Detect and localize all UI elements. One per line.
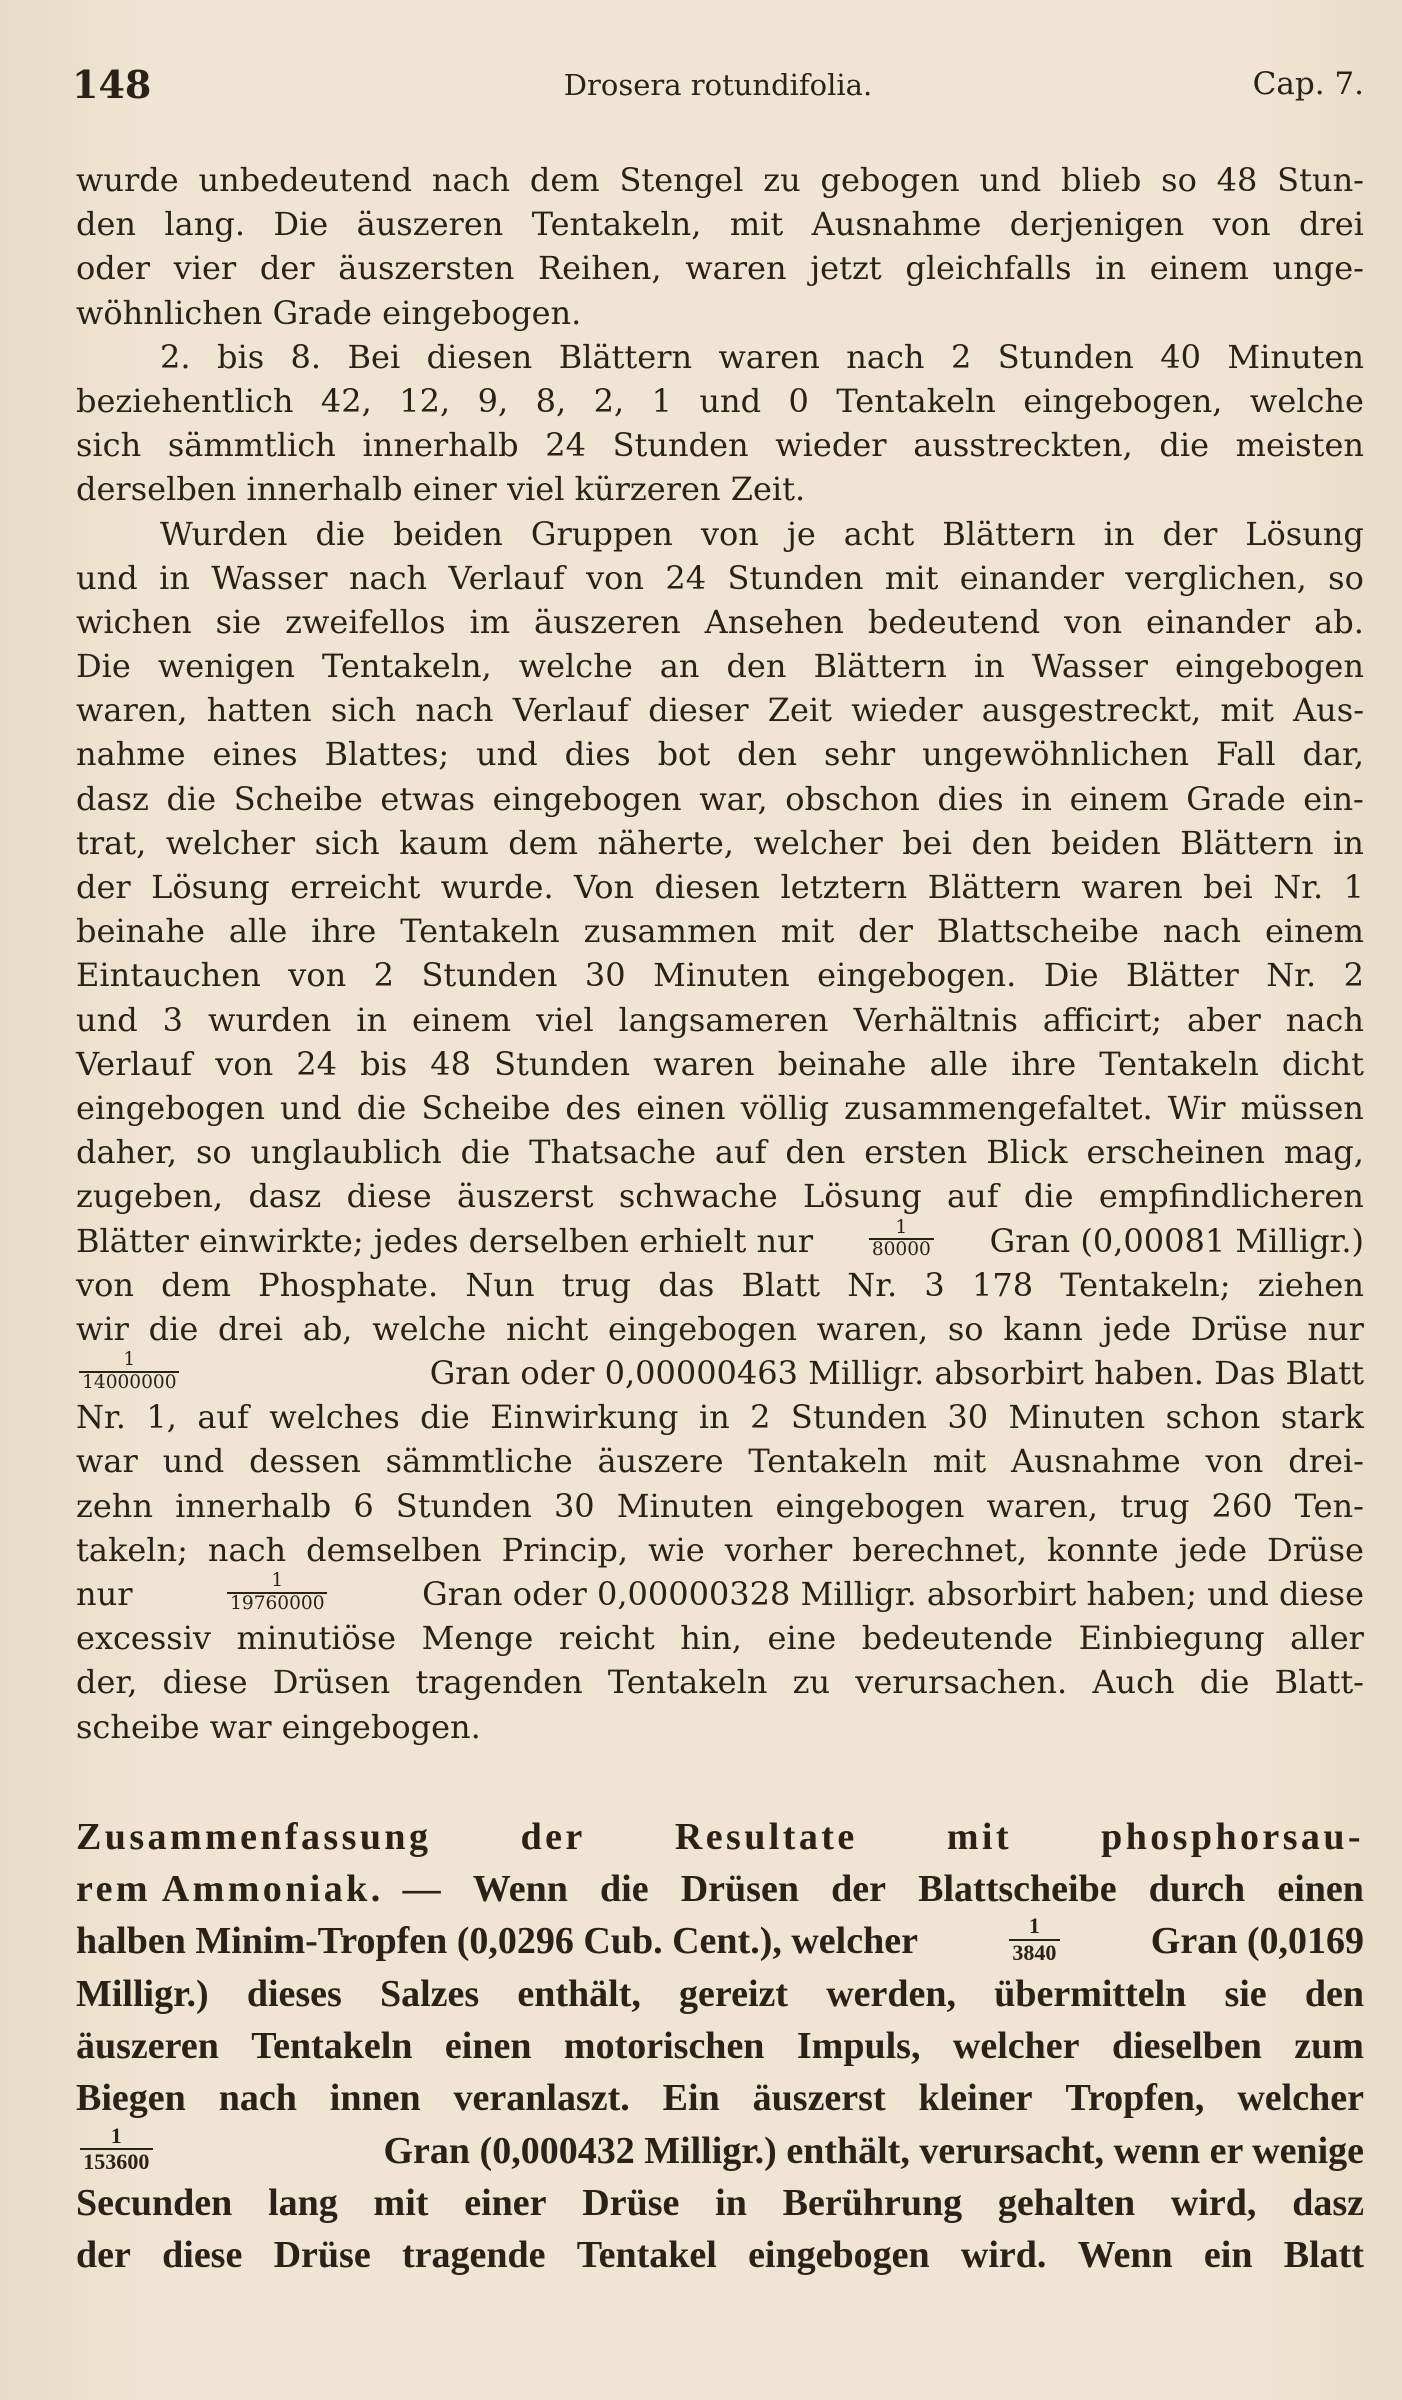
line-segment: nur: [76, 1575, 133, 1613]
text-line: [76, 1216, 1364, 1263]
summary-heading: rem Ammoniak.: [76, 1868, 384, 1911]
line-text: wurde unbedeutend nach dem Stengel zu gebogen und blieb so 48 Stun-: [76, 161, 1364, 199]
line-text: excessiv minutiöse Menge reicht hin, eine bedeutende Einbiegung aller: [76, 1619, 1364, 1658]
line-segment: Blätter einwirkte; jedes derselben erhielt nur: [76, 1221, 813, 1260]
fraction: $\frac{1}{153600}$: [80, 2125, 153, 2177]
text-line: [76, 1174, 1364, 1218]
text-line: [76, 291, 1364, 335]
text-line: [76, 1484, 1364, 1528]
summary-section: [76, 1811, 1364, 2282]
text-line: [76, 512, 1364, 556]
line-text: Nr. 1, auf welches die Einwirkung in 2 Stunden 30 Minuten schon stark: [76, 1398, 1364, 1437]
text-line: [76, 556, 1364, 600]
text-line: [76, 246, 1364, 290]
line-text: eingebogen und die Scheibe des einen völlig zusammengefaltet. Wir müssen: [76, 1088, 1364, 1127]
line-text: und 3 wurden in einem viel langsameren Verhältnis afficirt; aber nach: [76, 1000, 1364, 1039]
text-line: [76, 998, 1364, 1042]
text-line: [76, 1616, 1364, 1660]
line-text: nahme eines Blattes; und dies bot den sehr ungewöhnlichen Fall dar,: [76, 735, 1364, 774]
text-line: [76, 423, 1364, 467]
line-text: Milligr.) dieses Salzes enthält, gereizt werden, übermitteln sie den: [76, 1972, 1364, 2015]
line-text: der, diese Drüsen tragenden Tentakeln zu verursachen. Auch die Blatt-: [76, 1663, 1364, 1702]
line-segment: halben Minim-Tropfen (0,0296 Cub. Cent.), welcher: [76, 1920, 918, 1963]
summary-line: [76, 2177, 1364, 2229]
line-text: wöhnlichen Grade eingebogen.: [76, 293, 582, 332]
line-text: Biegen nach innen veranlaszt. Ein äuszerst kleiner Tropfen, welcher: [76, 2077, 1364, 2120]
text-line: [76, 1528, 1364, 1572]
text-line: [76, 1660, 1364, 1704]
line-text: Verlauf von 24 bis 48 Stunden waren beinahe alle ihre Tentakeln dicht: [76, 1044, 1364, 1083]
line-text: beinahe alle ihre Tentakeln zusammen mit der Blattscheibe nach einem: [76, 912, 1364, 951]
text-line: [76, 202, 1364, 246]
line-text: sich sämmtlich innerhalb 24 Stunden wieder ausstreckten, die meisten: [76, 426, 1364, 465]
fraction: $\frac{1}{80000}$: [869, 1219, 934, 1263]
paragraph-block: [76, 158, 1364, 1219]
line-text: von dem Phosphate. Nun trug das Blatt Nr. 3 178 Tentakeln; ziehen: [76, 1265, 1364, 1304]
line-segment: — Wenn die Drüsen der Blattscheibe durch einen: [402, 1868, 1364, 1911]
summary-line: [76, 1811, 1364, 1863]
line-text: den lang. Die äuszeren Tentakeln, mit Ausnahme derjenigen von drei: [76, 205, 1364, 244]
line-text: oder vier der äuszersten Reihen, waren jetzt gleichfalls in einem unge-: [76, 249, 1364, 288]
text-line: [76, 1263, 1364, 1307]
text-line: [76, 1439, 1364, 1483]
summary-line: [76, 2072, 1364, 2124]
summary-line: [76, 2229, 1364, 2281]
line-text: derselben innerhalb einer viel kürzeren Zeit.: [76, 470, 806, 509]
summary-line: [76, 1968, 1364, 2020]
text-line: [76, 1351, 1364, 1395]
line-segment: Gran oder 0,00000463 Milligr. absorbirt haben. Das Blatt: [429, 1354, 1364, 1393]
text-line: [76, 1042, 1364, 1086]
text-line: [76, 777, 1364, 821]
text-line: [76, 1307, 1364, 1351]
text-line: [76, 158, 1364, 202]
line-text: äuszeren Tentakeln einen motorischen Impuls, welcher dieselben zum: [76, 2024, 1364, 2067]
text-line: [76, 335, 1364, 379]
text-line: [76, 1572, 1364, 1616]
text-line: [76, 821, 1364, 865]
line-text: und in Wasser nach Verlauf von 24 Stunden mit einander verglichen, so: [76, 558, 1364, 597]
text-line: [76, 600, 1364, 644]
text-line: [76, 688, 1364, 732]
paragraph-block: [76, 1395, 1364, 1572]
text-line: [76, 953, 1364, 997]
text-line: [76, 1130, 1364, 1174]
text-line: [76, 909, 1364, 953]
line-text: zehn innerhalb 6 Stunden 30 Minuten eingebogen waren, trug 260 Ten-: [76, 1486, 1364, 1525]
line-text: war und dessen sämmtliche äuszere Tentakeln mit Ausnahme von drei-: [76, 1442, 1364, 1481]
line-text: Secunden lang mit einer Drüse in Berührung gehalten wird, dasz: [76, 2181, 1364, 2224]
summary-line: [76, 1915, 1364, 1967]
summary-line: [76, 2020, 1364, 2072]
line-text: Eintauchen von 2 Stunden 30 Minuten eingebogen. Die Blätter Nr. 2: [76, 956, 1364, 995]
line-segment: Gran (0,0169: [1150, 1920, 1364, 1963]
summary-heading: Zusammenfassung der Resultate mit phosphorsau-: [76, 1815, 1364, 1858]
text-line: [76, 379, 1364, 423]
line-text: scheibe war eingebogen.: [76, 1707, 481, 1746]
line-text: der diese Drüse tragende Tentakel eingebogen wird. Wenn ein Blatt: [76, 2234, 1364, 2277]
line-text: zugeben, dasz diese äuszerst schwache Lösung auf die empfindlicheren: [76, 1177, 1364, 1216]
line-text: trat, welcher sich kaum dem näherte, welcher bei den beiden Blättern in: [76, 823, 1364, 862]
text-line: [76, 644, 1364, 688]
page-header: [72, 62, 1364, 122]
line-text: 2. bis 8. Bei diesen Blättern waren nach 2 Stunden 40 Minuten: [160, 337, 1364, 376]
line-text: wir die drei ab, welche nicht eingebogen waren, so kann jede Drüse nur: [76, 1309, 1364, 1348]
fraction: $\frac{1}{14000000}$: [79, 1351, 179, 1395]
text-line: [76, 1395, 1364, 1439]
line-text: der Lösung erreicht wurde. Von diesen letztern Blättern waren bei Nr. 1: [76, 868, 1364, 906]
line-text: waren, hatten sich nach Verlauf dieser Zeit wieder ausgestreckt, mit Aus-: [76, 691, 1364, 730]
fraction: $\frac{1}{19760000}$: [227, 1572, 327, 1616]
page-number: 148: [72, 62, 152, 107]
line-text: Wurden die beiden Gruppen von je acht Blättern in der Lösung: [160, 514, 1364, 553]
main-text: [76, 158, 1364, 2281]
chapter-label: Cap. 7.: [1252, 66, 1364, 102]
fraction: $\frac{1}{3840}$: [1009, 1915, 1060, 1967]
paragraph-block: [76, 1616, 1364, 1749]
line-segment: Gran (0,000432 Milligr.) enthält, verursacht, wenn er wenige: [383, 2129, 1364, 2172]
line-text: daher, so unglaublich die Thatsache auf den ersten Blick erscheinen mag,: [76, 1133, 1364, 1172]
text-line: [76, 732, 1364, 776]
line-segment: Gran oder 0,00000328 Milligr. absorbirt haben; und diese: [422, 1575, 1364, 1613]
summary-line: [76, 2122, 1364, 2177]
summary-line: [76, 1863, 1364, 1915]
text-line: [76, 467, 1364, 511]
text-line: [76, 865, 1364, 909]
text-line: [76, 1705, 1364, 1749]
line-text: dasz die Scheibe etwas eingebogen war, obschon dies in einem Grade ein-: [76, 779, 1364, 818]
line-segment: Gran (0,00081 Milligr.): [989, 1221, 1364, 1260]
line-text: beziehentlich 42, 12, 9, 8, 2, 1 und 0 Tentakeln eingebogen, welche: [76, 381, 1364, 420]
line-text: Die wenigen Tentakeln, welche an den Blättern in Wasser eingebogen: [76, 647, 1364, 686]
running-title: Drosera rotundifolia.: [563, 68, 873, 102]
line-text: takeln; nach demselben Princip, wie vorher berechnet, konnte jede Drüse: [76, 1530, 1364, 1569]
line-text: wichen sie zweifellos im äuszeren Ansehen bedeutend von einander ab.: [76, 602, 1364, 641]
text-line: [76, 1086, 1364, 1130]
